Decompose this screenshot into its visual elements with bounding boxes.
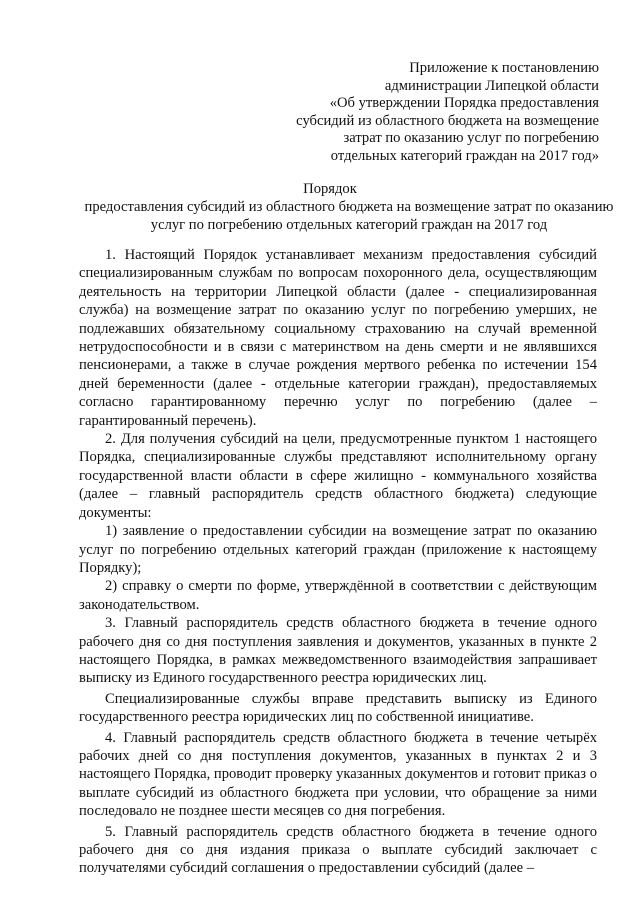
paragraph-3: 3. Главный распорядитель средств областного бюджета в течение одного рабочего дня со дня поступления заявления и документов, указанных в пункте 2 настоящего Порядка, в рамках межведомственного взаимодействия запрашивает выписку из Единого государственного реестра юридических лиц. [79, 615, 597, 687]
document-title: Порядок [303, 181, 357, 197]
paragraph-2-item-2: 2) справку о смерти по форме, утверждённой в соответствии с действующим законодательством. [79, 578, 597, 613]
annex-line: субсидий из областного бюджета на возмещение [296, 112, 599, 129]
annex-line: администрации Липецкой области [384, 77, 599, 94]
paragraph-3-note: Специализированные службы вправе представить выписку из Единого государственного реестра юридических лиц по собственной инициативе. [79, 690, 597, 726]
paragraph-4: 4. Главный распорядитель средств областного бюджета в течение четырёх рабочих дней со дня поступления документов, указанных в пунктах 2 и 3 настоящего Порядка, проводит проверку указанных документов и готовит приказ о выплате субсидий из областного бюджета при условии, что обращение за ними последовало не позднее шести месяцев со дня погребения. [79, 729, 597, 820]
annex-line: затрат по оказанию услуг по погребению [343, 130, 599, 147]
annex-line: Приложение к постановлению [409, 60, 599, 76]
paragraph-2-item-1: 1) заявление о предоставлении субсидии на возмещение затрат по оказанию услуг по погребению отдельных категорий граждан (приложение к настоящему Порядку); [79, 523, 597, 576]
annex-line: отдельных категорий граждан на 2017 год» [330, 147, 599, 164]
paragraph-2: 2. Для получения субсидий на цели, предусмотренные пунктом 1 настоящего Порядка, специализированные службы представляют исполнительному органу государственной власти области в сфере жилищно - коммунального хозяйства (далее – главный распорядитель средств областного бюджета) следующие документы: [79, 431, 597, 521]
annex-line: «Об утверждении Порядка предоставления [329, 95, 599, 112]
paragraph-5: 5. Главный распорядитель средств областного бюджета в течение одного рабочего дня со дня издания приказа о выплате субсидий заключает с получателями субсидий соглашения о предоставлении субсидий (далее – [79, 823, 597, 877]
annex-header [179, 60, 599, 166]
paragraph-1: 1. Настоящий Порядок устанавливает механизм предоставления субсидий специализированным службам по вопросам похоронного дела, осуществляющим деятельность на территории Липецкой области (далее - специализированная служба) на возмещение затрат по оказанию услуг по погребению умерших, не подлежавших обязательному социальному страхованию на случай временной нетрудоспособности и в связи с материнством на день смерти и не являвшихся пенсионерами, а также в случае рождения мертвого ребенка по истечении 154 дней беременности (далее - отдельные категории граждан), предоставляемых согласно гарантированному перечню услуг по погребению (далее – гарантированный перечень). [79, 247, 597, 429]
document-body [79, 246, 597, 878]
document-subtitle: предоставления субсидий из областного бюджета на возмещение затрат по оказанию услуг по погребению отдельных категорий граждан на 2017 год [84, 199, 614, 233]
